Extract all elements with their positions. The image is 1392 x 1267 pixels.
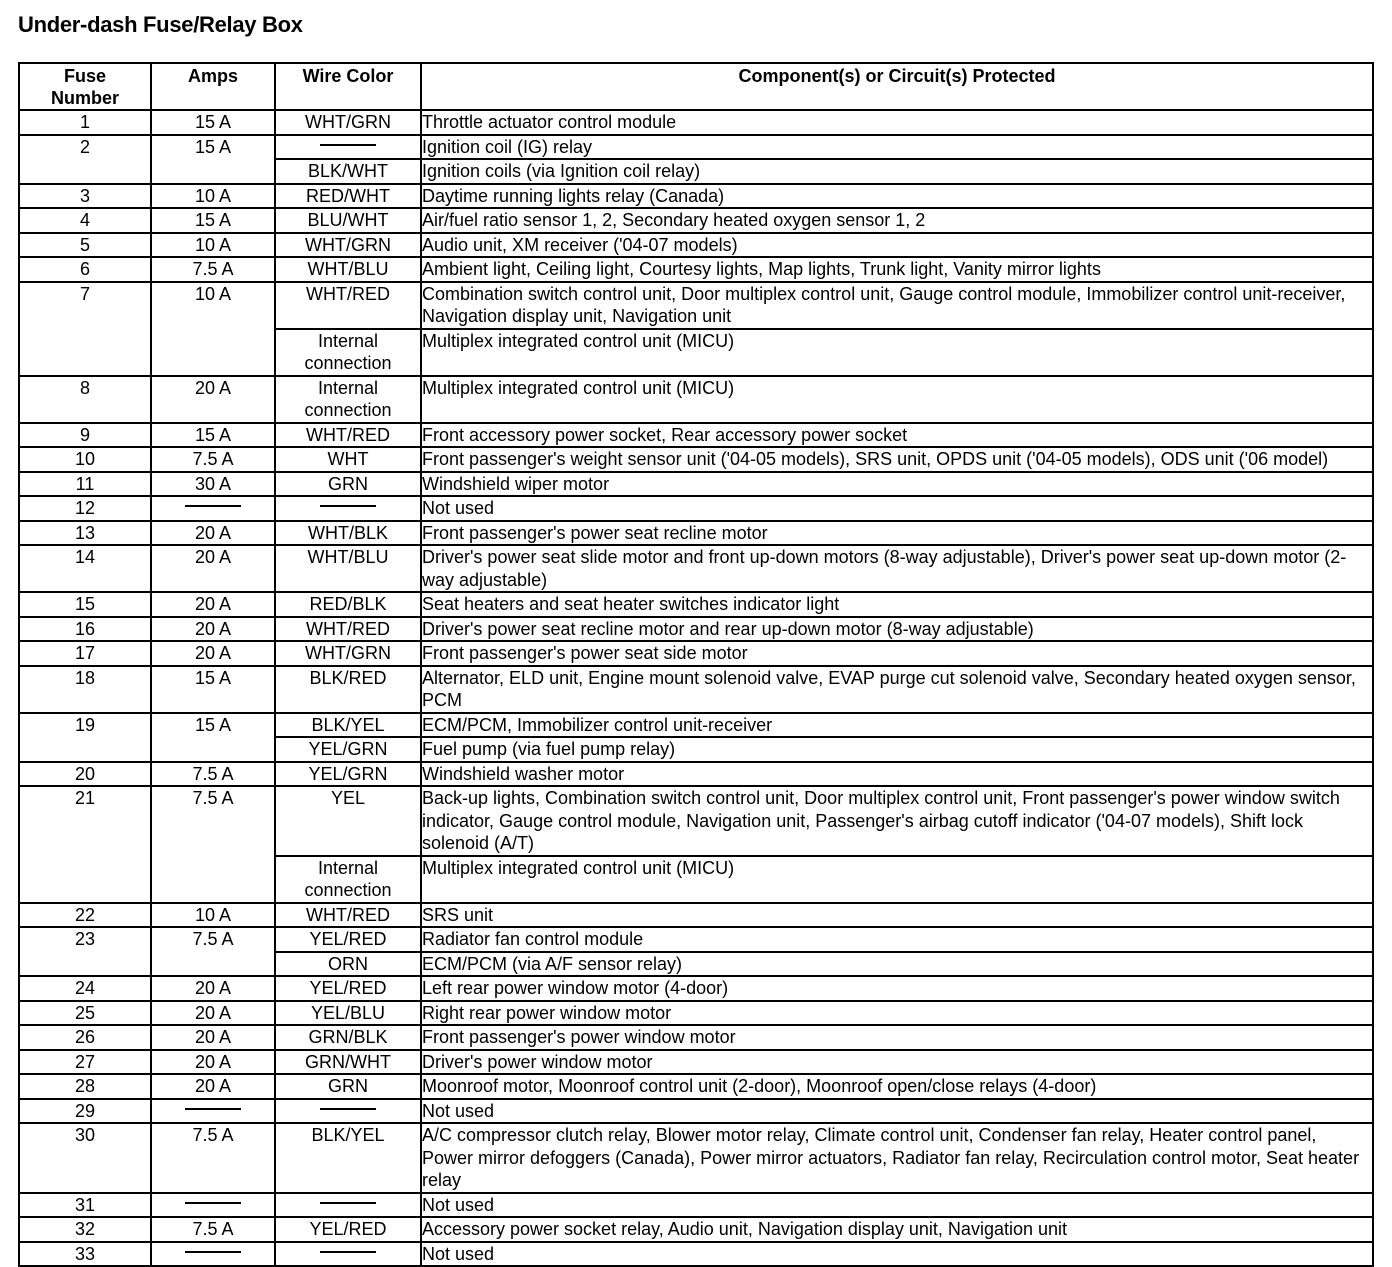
table-row: [19, 447, 1373, 472]
table-row: [19, 903, 1373, 928]
component-cell: Accessory power socket relay, Audio unit, Navigation display unit, Navigation unit: [421, 1217, 1373, 1242]
wire-color-cell: RED/WHT: [275, 184, 421, 209]
amps-cell: 7.5 A: [151, 927, 275, 976]
wire-color-cell: [275, 496, 421, 521]
table-row: [19, 423, 1373, 448]
table-row: [19, 1217, 1373, 1242]
component-cell: Throttle actuator control module: [421, 110, 1373, 135]
table-row: [19, 184, 1373, 209]
table-row: [19, 257, 1373, 282]
wire-color-cell: GRN/BLK: [275, 1025, 421, 1050]
empty-dash: [185, 505, 241, 507]
fuse-number-cell: 5: [19, 233, 151, 258]
wire-color-cell: BLK/YEL: [275, 1123, 421, 1193]
wire-color-cell: Internal connection: [275, 376, 421, 423]
amps-cell: 7.5 A: [151, 1123, 275, 1193]
table-row: [19, 927, 1373, 952]
amps-cell: 15 A: [151, 208, 275, 233]
wire-color-cell: Internal connection: [275, 856, 421, 903]
component-cell: SRS unit: [421, 903, 1373, 928]
table-row: [19, 1193, 1373, 1218]
table-row: [19, 762, 1373, 787]
empty-dash: [320, 1202, 376, 1204]
component-cell: Radiator fan control module: [421, 927, 1373, 952]
empty-dash: [185, 1202, 241, 1204]
component-cell: Seat heaters and seat heater switches indicator light: [421, 592, 1373, 617]
wire-color-cell: YEL/RED: [275, 927, 421, 952]
fuse-number-cell: 2: [19, 135, 151, 184]
component-cell: Multiplex integrated control unit (MICU): [421, 856, 1373, 903]
wire-color-cell: WHT/RED: [275, 423, 421, 448]
empty-dash: [320, 1251, 376, 1253]
table-row: [19, 376, 1373, 423]
component-cell: Driver's power window motor: [421, 1050, 1373, 1075]
fuse-number-cell: 13: [19, 521, 151, 546]
component-cell: Audio unit, XM receiver ('04-07 models): [421, 233, 1373, 258]
amps-cell: 20 A: [151, 1025, 275, 1050]
empty-dash: [185, 1251, 241, 1253]
component-cell: ECM/PCM, Immobilizer control unit-receiver: [421, 713, 1373, 738]
amps-cell: 20 A: [151, 976, 275, 1001]
component-cell: Ignition coils (via Ignition coil relay): [421, 159, 1373, 184]
component-cell: Not used: [421, 1242, 1373, 1267]
amps-cell: 20 A: [151, 592, 275, 617]
wire-color-cell: WHT/GRN: [275, 641, 421, 666]
amps-cell: [151, 1193, 275, 1218]
amps-cell: 7.5 A: [151, 786, 275, 903]
fuse-table: [18, 62, 1374, 1267]
amps-cell: [151, 496, 275, 521]
table-row: [19, 110, 1373, 135]
header-component: Component(s) or Circuit(s) Protected: [421, 63, 1373, 110]
table-row: [19, 713, 1373, 738]
component-cell: Driver's power seat slide motor and front up-down motors (8-way adjustable), Driver's power seat up-down motor (2-way adjustable): [421, 545, 1373, 592]
component-cell: Fuel pump (via fuel pump relay): [421, 737, 1373, 762]
fuse-number-cell: 14: [19, 545, 151, 592]
fuse-number-cell: 26: [19, 1025, 151, 1050]
fuse-table-body: [19, 110, 1373, 1266]
fuse-number-cell: 18: [19, 666, 151, 713]
amps-cell: [151, 1242, 275, 1267]
component-cell: ECM/PCM (via A/F sensor relay): [421, 952, 1373, 977]
wire-color-cell: BLU/WHT: [275, 208, 421, 233]
amps-cell: 20 A: [151, 376, 275, 423]
component-cell: Left rear power window motor (4-door): [421, 976, 1373, 1001]
table-row: [19, 521, 1373, 546]
component-cell: Moonroof motor, Moonroof control unit (2-door), Moonroof open/close relays (4-door): [421, 1074, 1373, 1099]
wire-color-cell: GRN/WHT: [275, 1050, 421, 1075]
amps-cell: 7.5 A: [151, 762, 275, 787]
amps-cell: 20 A: [151, 1050, 275, 1075]
amps-cell: 15 A: [151, 135, 275, 184]
table-row: [19, 1074, 1373, 1099]
table-row: [19, 976, 1373, 1001]
amps-cell: 20 A: [151, 617, 275, 642]
wire-color-cell: WHT/BLU: [275, 257, 421, 282]
wire-color-cell: [275, 135, 421, 160]
component-cell: Not used: [421, 1099, 1373, 1124]
fuse-number-cell: 23: [19, 927, 151, 976]
component-cell: Windshield wiper motor: [421, 472, 1373, 497]
component-cell: Multiplex integrated control unit (MICU): [421, 376, 1373, 423]
table-row: [19, 1123, 1373, 1193]
component-cell: Right rear power window motor: [421, 1001, 1373, 1026]
fuse-number-cell: 7: [19, 282, 151, 376]
component-cell: Daytime running lights relay (Canada): [421, 184, 1373, 209]
table-row: [19, 617, 1373, 642]
amps-cell: 7.5 A: [151, 447, 275, 472]
fuse-number-cell: 20: [19, 762, 151, 787]
amps-cell: [151, 1099, 275, 1124]
fuse-number-cell: 19: [19, 713, 151, 762]
header-fuse-number: Fuse Number: [19, 63, 151, 110]
fuse-number-cell: 10: [19, 447, 151, 472]
empty-dash: [320, 505, 376, 507]
component-cell: Front passenger's power window motor: [421, 1025, 1373, 1050]
wire-color-cell: Internal connection: [275, 329, 421, 376]
amps-cell: 15 A: [151, 666, 275, 713]
amps-cell: 10 A: [151, 233, 275, 258]
table-row: [19, 1001, 1373, 1026]
amps-cell: 30 A: [151, 472, 275, 497]
amps-cell: 10 A: [151, 903, 275, 928]
table-row: [19, 592, 1373, 617]
wire-color-cell: YEL/RED: [275, 976, 421, 1001]
wire-color-cell: [275, 1242, 421, 1267]
amps-cell: 7.5 A: [151, 257, 275, 282]
fuse-number-cell: 33: [19, 1242, 151, 1267]
amps-cell: 20 A: [151, 545, 275, 592]
table-row: [19, 1025, 1373, 1050]
component-cell: Back-up lights, Combination switch control unit, Door multiplex control unit, Front passenger's power window switch indicator, Gauge control module, Navigation unit, Passenger's airbag cutoff indicator ('04-07 models), Shift lock solenoid (A/T): [421, 786, 1373, 856]
component-cell: Front passenger's power seat side motor: [421, 641, 1373, 666]
fuse-number-cell: 1: [19, 110, 151, 135]
table-row: [19, 233, 1373, 258]
table-row: [19, 641, 1373, 666]
empty-dash: [320, 1108, 376, 1110]
table-row: [19, 208, 1373, 233]
wire-color-cell: GRN: [275, 1074, 421, 1099]
component-cell: Front passenger's power seat recline motor: [421, 521, 1373, 546]
fuse-number-cell: 27: [19, 1050, 151, 1075]
fuse-number-cell: 3: [19, 184, 151, 209]
fuse-number-cell: 11: [19, 472, 151, 497]
table-row: [19, 1242, 1373, 1267]
component-cell: Alternator, ELD unit, Engine mount solenoid valve, EVAP purge cut solenoid valve, Secondary heated oxygen sensor, PCM: [421, 666, 1373, 713]
fuse-number-cell: 29: [19, 1099, 151, 1124]
wire-color-cell: YEL/GRN: [275, 762, 421, 787]
component-cell: Windshield washer motor: [421, 762, 1373, 787]
fuse-number-cell: 28: [19, 1074, 151, 1099]
table-row: [19, 496, 1373, 521]
wire-color-cell: WHT/BLK: [275, 521, 421, 546]
wire-color-cell: BLK/WHT: [275, 159, 421, 184]
component-cell: A/C compressor clutch relay, Blower motor relay, Climate control unit, Condenser fan relay, Heater control panel, Power mirror defoggers (Canada), Power mirror actuators, Radiator fan relay, Recirculation control motor, Seat heater relay: [421, 1123, 1373, 1193]
amps-cell: 20 A: [151, 521, 275, 546]
table-row: [19, 545, 1373, 592]
wire-color-cell: WHT/RED: [275, 282, 421, 329]
component-cell: Front accessory power socket, Rear accessory power socket: [421, 423, 1373, 448]
page-title: Under-dash Fuse/Relay Box: [18, 12, 303, 37]
wire-color-cell: WHT/BLU: [275, 545, 421, 592]
fuse-number-cell: 9: [19, 423, 151, 448]
table-row: [19, 282, 1373, 329]
wire-color-cell: YEL: [275, 786, 421, 856]
wire-color-cell: YEL/GRN: [275, 737, 421, 762]
table-row: [19, 666, 1373, 713]
fuse-number-cell: 24: [19, 976, 151, 1001]
table-row: [19, 135, 1373, 160]
component-cell: Ambient light, Ceiling light, Courtesy lights, Map lights, Trunk light, Vanity mirror lights: [421, 257, 1373, 282]
fuse-number-cell: 17: [19, 641, 151, 666]
fuse-number-cell: 22: [19, 903, 151, 928]
wire-color-cell: BLK/YEL: [275, 713, 421, 738]
fuse-number-cell: 32: [19, 1217, 151, 1242]
amps-cell: 15 A: [151, 713, 275, 762]
table-row: [19, 1099, 1373, 1124]
wire-color-cell: WHT/RED: [275, 903, 421, 928]
component-cell: Multiplex integrated control unit (MICU): [421, 329, 1373, 376]
fuse-number-cell: 31: [19, 1193, 151, 1218]
wire-color-cell: WHT/GRN: [275, 110, 421, 135]
header-amps: Amps: [151, 63, 275, 110]
wire-color-cell: WHT: [275, 447, 421, 472]
table-row: [19, 786, 1373, 856]
amps-cell: 10 A: [151, 184, 275, 209]
component-cell: Not used: [421, 1193, 1373, 1218]
component-cell: Driver's power seat recline motor and rear up-down motor (8-way adjustable): [421, 617, 1373, 642]
component-cell: Ignition coil (IG) relay: [421, 135, 1373, 160]
amps-cell: 10 A: [151, 282, 275, 376]
component-cell: Air/fuel ratio sensor 1, 2, Secondary heated oxygen sensor 1, 2: [421, 208, 1373, 233]
component-cell: Front passenger's weight sensor unit ('04-05 models), SRS unit, OPDS unit ('04-05 models), ODS unit ('06 model): [421, 447, 1373, 472]
fuse-number-cell: 12: [19, 496, 151, 521]
wire-color-cell: WHT/GRN: [275, 233, 421, 258]
table-row: [19, 1050, 1373, 1075]
wire-color-cell: WHT/RED: [275, 617, 421, 642]
fuse-number-cell: 25: [19, 1001, 151, 1026]
wire-color-cell: YEL/BLU: [275, 1001, 421, 1026]
wire-color-cell: [275, 1099, 421, 1124]
header-wire-color: Wire Color: [275, 63, 421, 110]
wire-color-cell: RED/BLK: [275, 592, 421, 617]
table-header-row: [19, 63, 1373, 110]
amps-cell: 20 A: [151, 641, 275, 666]
fuse-number-cell: 21: [19, 786, 151, 903]
wire-color-cell: GRN: [275, 472, 421, 497]
amps-cell: 7.5 A: [151, 1217, 275, 1242]
empty-dash: [320, 144, 376, 146]
table-row: [19, 472, 1373, 497]
fuse-number-cell: 4: [19, 208, 151, 233]
component-cell: Not used: [421, 496, 1373, 521]
component-cell: Combination switch control unit, Door multiplex control unit, Gauge control module, Immobilizer control unit-receiver, Navigation display unit, Navigation unit: [421, 282, 1373, 329]
empty-dash: [185, 1108, 241, 1110]
wire-color-cell: YEL/RED: [275, 1217, 421, 1242]
fuse-number-cell: 30: [19, 1123, 151, 1193]
fuse-number-cell: 8: [19, 376, 151, 423]
wire-color-cell: BLK/RED: [275, 666, 421, 713]
fuse-number-cell: 16: [19, 617, 151, 642]
amps-cell: 20 A: [151, 1001, 275, 1026]
wire-color-cell: [275, 1193, 421, 1218]
amps-cell: 15 A: [151, 423, 275, 448]
wire-color-cell: ORN: [275, 952, 421, 977]
fuse-number-cell: 15: [19, 592, 151, 617]
amps-cell: 15 A: [151, 110, 275, 135]
amps-cell: 20 A: [151, 1074, 275, 1099]
fuse-number-cell: 6: [19, 257, 151, 282]
